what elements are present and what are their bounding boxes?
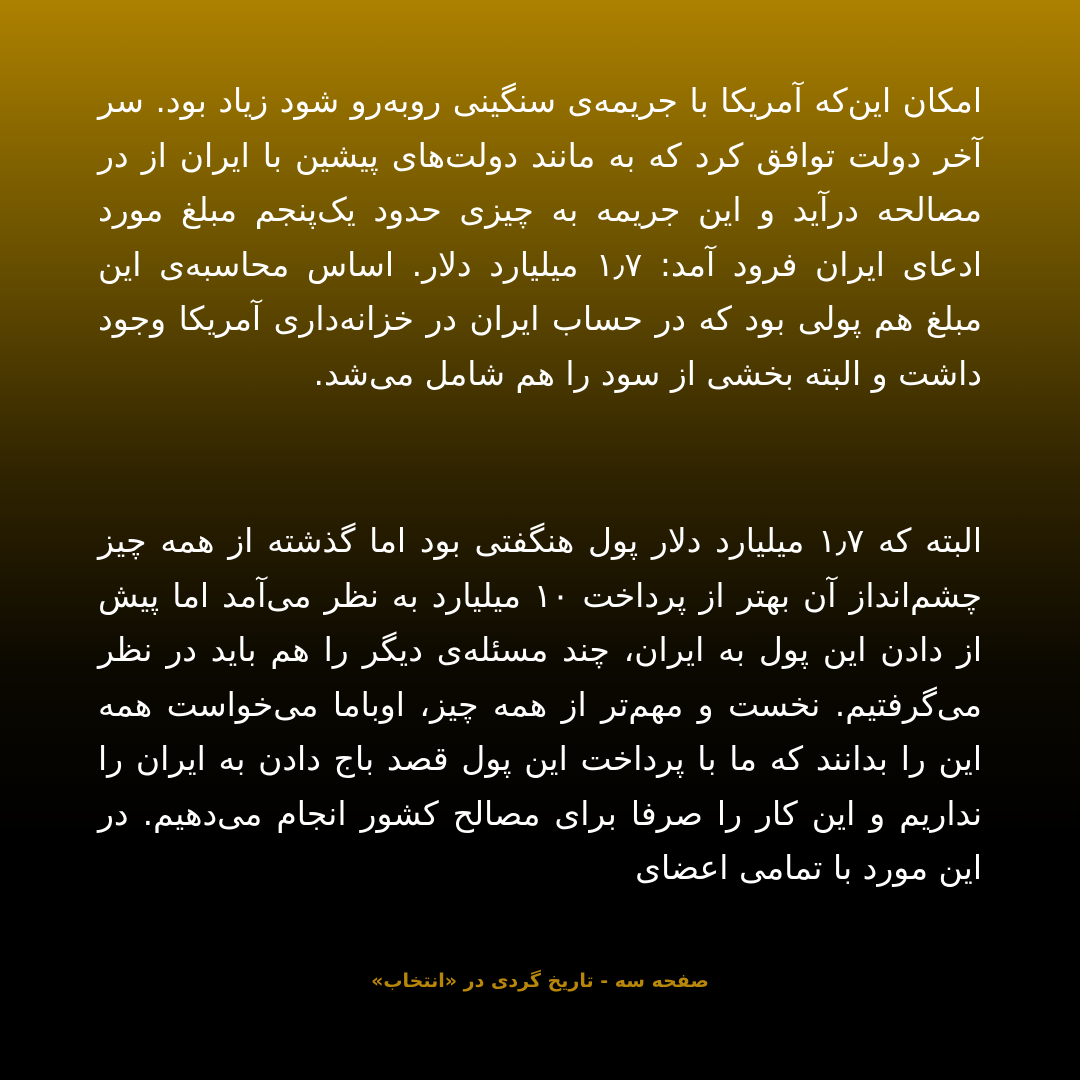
paragraph-1: امکان این‌که آمریکا با جریمه‌ی سنگینی روبه‌رو شود زیاد بود. سر آخر دولت توافق کرد که به مانند دولت‌های پیشین با ایران از در مصالحه درآید و این جریمه به چیزی حدود یک‌پنجم مبلغ مورد ادعای ایران فرود آمد: ۱٫۷ میلیارد دلار. اساس محاسبه‌ی این مبلغ هم پولی بود که در حساب ایران در خزانه‌داری آمریکا وجود داشت و البته بخشی از سود را هم شامل می‌شد. xyxy=(98,81,982,393)
page-footer-caption: صفحه سه - تاریخ گردی در «انتخاب» xyxy=(371,970,709,992)
paragraph-2: البته که ۱٫۷ میلیارد دلار پول هنگفتی بود اما گذشته از همه چیز چشم‌انداز آن بهتر از پرداخت ۱۰ میلیارد به نظر می‌آمد اما پیش از دادن این پول به ایران، چند مسئله‌ی دیگر را هم باید در نظر می‌گرفتیم. نخست و مهم‌تر از همه چیز، اوباما می‌خواست همه این را بدانند که ما با پرداخت این پول قصد باج دادن به ایران را نداریم و این کار را صرفا برای مصالح کشور انجام می‌دهیم. در این مورد با تمامی اعضای xyxy=(98,521,982,887)
